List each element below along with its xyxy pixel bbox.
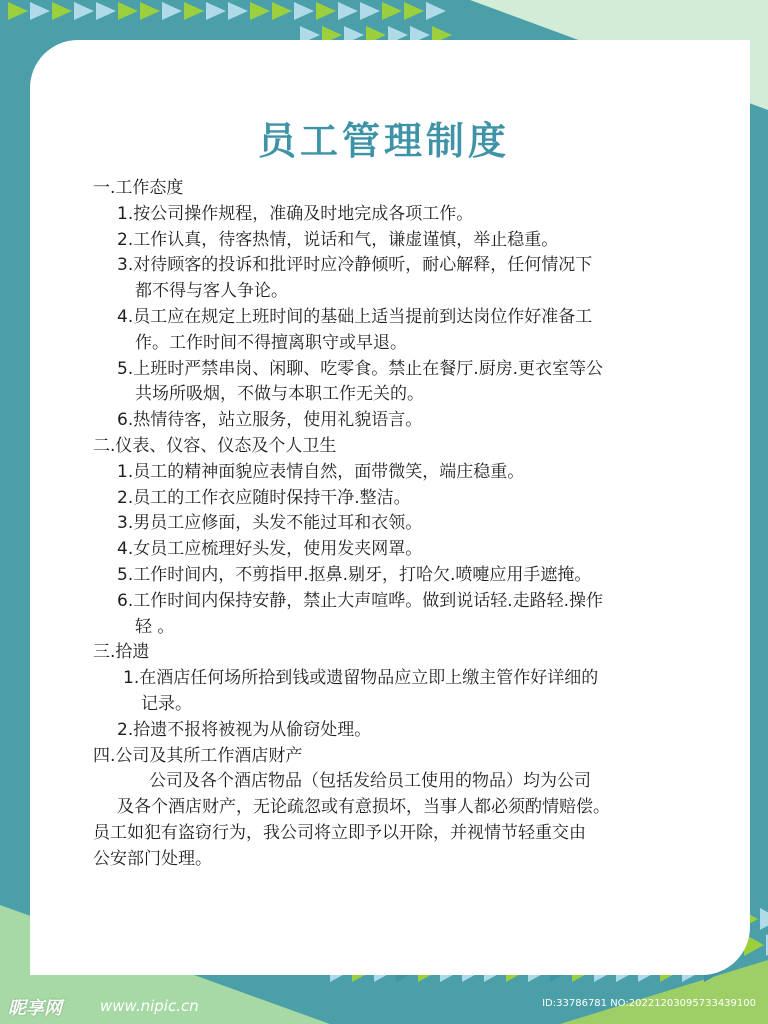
list-item: 1.按公司操作规程，准确及时地完成各项工作。 [117,203,474,224]
list-item-continuation: 作。工作时间不得擅离职守或早退。 [135,332,407,353]
triangle-shape [338,2,358,20]
paragraph-line: 及各个酒店财产，无论疏忽或有意损坏，当事人都必须酌情赔偿。 [117,797,610,818]
triangle-shape [272,2,292,20]
triangle-shape [250,2,270,20]
triangle-shape [140,2,160,20]
list-item: 3.男员工应修面，头发不能过耳和衣领。 [117,513,423,534]
section-heading: 四.公司及其所工作酒店财产 [93,745,303,766]
page-title: 员工管理制度 [257,119,510,163]
triangle-shape [426,2,446,20]
triangle-shape [118,2,138,20]
list-item: 1.员工的精神面貌应表情自然，面带微笑，端庄稳重。 [117,461,525,482]
list-item: 4.女员工应梳理好头发，使用发夹网罩。 [117,539,423,560]
triangle-shape [184,2,204,20]
list-item: 3.对待顾客的投诉和批评时应冷静倾听，耐心解释，任何情况下 [117,255,593,276]
triangle-shape [228,2,248,20]
list-item: 1.在酒店任何场所拾到钱或遗留物品应立即上缴主管作好详细的 [123,668,599,689]
rules-content [93,176,693,873]
triangle-shape [96,2,116,20]
watermark-id: ID:33786781 NO:20221203095733439100 [542,998,756,1009]
section-heading: 二.仪表、仪容、仪态及个人卫生 [93,435,337,456]
triangle-shape [382,2,402,20]
paragraph-line: 公司及各个酒店物品（包括发给员工使用的物品）均为公司 [149,771,591,792]
list-item: 6.热情待客，站立服务，使用礼貌语言。 [117,410,423,431]
triangle-shape [404,2,424,20]
triangle-shape [30,2,50,20]
list-item: 2.拾遗不报将被视为从偷窃处理。 [117,719,372,740]
triangle-shape [8,2,28,20]
triangle-shape [316,2,336,20]
list-item: 5.上班时严禁串岗、闲聊、吃零食。禁止在餐厅.厨房.更衣室等公 [117,358,604,379]
section-heading: 三.拾遗 [93,642,150,663]
list-item-continuation: 都不得与客人争论。 [135,281,288,302]
paragraph-line: 员工如犯有盗窃行为，我公司将立即予以开除，并视情节轻重交由 [93,822,586,843]
section-heading: 一.工作态度 [93,178,184,198]
list-item: 4.员工应在规定上班时间的基础上适当提前到达岗位作好准备工 [117,306,593,327]
list-item: 6.工作时间内保持安静，禁止大声喧哗。做到说话轻.走路轻.操作 [117,590,604,611]
list-item-continuation: 记录。 [141,693,192,714]
list-item: 2.员工的工作衣应随时保持干净.整洁。 [117,487,411,508]
triangle-shape [74,2,94,20]
triangle-shape [360,2,380,20]
triangle-shape [52,2,72,20]
list-item: 2.工作认真，待客热情，说话和气，谦虚谨慎，举止稳重。 [117,229,559,250]
list-item: 5.工作时间内，不剪指甲.抠鼻.剔牙，打哈欠.喷嚏应用手遮掩。 [117,564,592,585]
triangle-shape [760,908,768,930]
list-item-continuation: 共场所吸烟，不做与本职工作无关的。 [135,384,424,405]
watermark-url: www.nipic.cn [100,997,199,1015]
triangle-shape [294,2,314,20]
watermark-logo: 昵享网 [8,998,62,1019]
paragraph-line: 公安部门处理。 [93,848,212,869]
triangle-shape [206,2,226,20]
triangle-shape [162,2,182,20]
list-item-continuation: 轻 。 [135,616,175,637]
